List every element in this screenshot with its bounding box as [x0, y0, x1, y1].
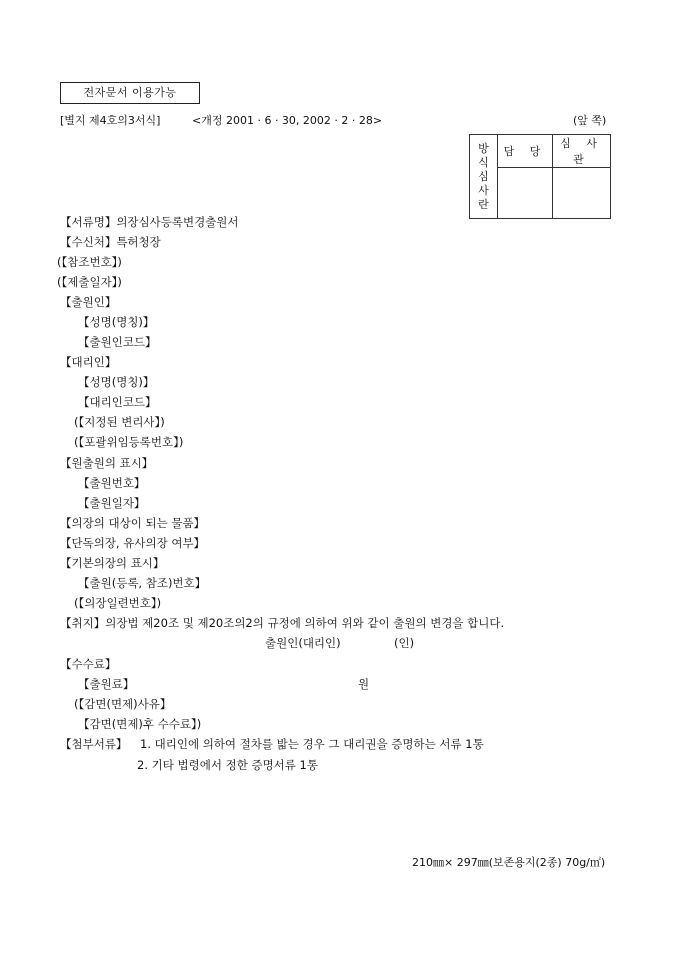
review-char: 사 [478, 183, 489, 197]
design-serial-number: (【의장일련번호】) [74, 596, 162, 610]
review-col-examiner: 심 사 관 [553, 135, 611, 168]
attachment-item-1: 1. 대리인에 의하여 절차를 밟는 경우 그 대리권을 증명하는 서류 1통 [140, 737, 484, 751]
attachments-heading: 【첨부서류】 [60, 737, 128, 751]
applicant-name: 【성명(명칭)】 [78, 315, 155, 329]
revision-note: <개정 2001 · 6 · 30, 2002 · 2 · 28> [192, 114, 383, 127]
recipient: 【수신처】특허청장 [60, 235, 161, 249]
application-fee: 【출원료】 [78, 677, 135, 691]
review-col-charge: 담 당 [498, 135, 553, 168]
original-application-heading: 【원출원의 표시】 [60, 456, 154, 470]
form-id: [별지 제4호의3서식] [60, 114, 161, 127]
review-examiner-cell [553, 168, 611, 219]
designated-attorney: (【지정된 변리사】) [74, 415, 165, 429]
applicant-heading: 【출원인】 [60, 295, 117, 309]
submission-date: (【제출일자】) [57, 275, 122, 289]
signer-label: 출원인(대리인) [265, 636, 341, 650]
attachment-item-2: 2. 기타 법령에서 정한 증명서류 1통 [137, 758, 318, 772]
applicant-code: 【출원인코드】 [78, 335, 157, 349]
paper-specification: 210㎜× 297㎜(보존용지(2종) 70g/㎡) [412, 856, 606, 869]
review-char: 방 [478, 141, 489, 155]
agent-heading: 【대리인】 [60, 355, 117, 369]
basic-design-heading: 【기본의장의 표시】 [60, 556, 165, 570]
won-unit: 원 [358, 677, 370, 691]
original-application-date: 【출원일자】 [78, 496, 146, 510]
electronic-document-badge: 전자문서 이용가능 [60, 82, 200, 104]
basic-design-number: 【출원(등록, 참조)번호】 [78, 576, 207, 590]
seal-mark: (인) [394, 636, 415, 650]
single-similar-design: 【단독의장, 유사의장 여부】 [60, 536, 206, 550]
review-vertical-label [470, 135, 498, 219]
original-application-number: 【출원번호】 [78, 476, 146, 490]
review-char: 란 [478, 197, 489, 211]
design-article: 【의장의 대상이 되는 물품】 [60, 516, 206, 530]
agent-name: 【성명(명칭)】 [78, 375, 155, 389]
review-char: 식 [478, 155, 489, 169]
review-char: 심 [478, 169, 489, 183]
blanket-power-number: (【포괄위임등록번호】) [74, 435, 184, 449]
page-side: (앞 쪽) [573, 114, 607, 127]
agent-code: 【대리인코드】 [78, 395, 157, 409]
fee-heading: 【수수료】 [60, 657, 117, 671]
review-charge-cell [498, 168, 553, 219]
reduction-reason: (【감면(면제)사유】 [74, 697, 172, 711]
reference-number: (【참조번호】) [57, 255, 122, 269]
fee-after-reduction: 【감면(면제)후 수수료】) [78, 717, 202, 731]
doc-name: 【서류명】의장심사등록변경출원서 [60, 215, 239, 229]
purpose-statement: 【취지】의장법 제20조 및 제20조의2의 규정에 의하여 위와 같이 출원의 변경을 합니다. [60, 616, 505, 630]
review-box [469, 134, 611, 219]
